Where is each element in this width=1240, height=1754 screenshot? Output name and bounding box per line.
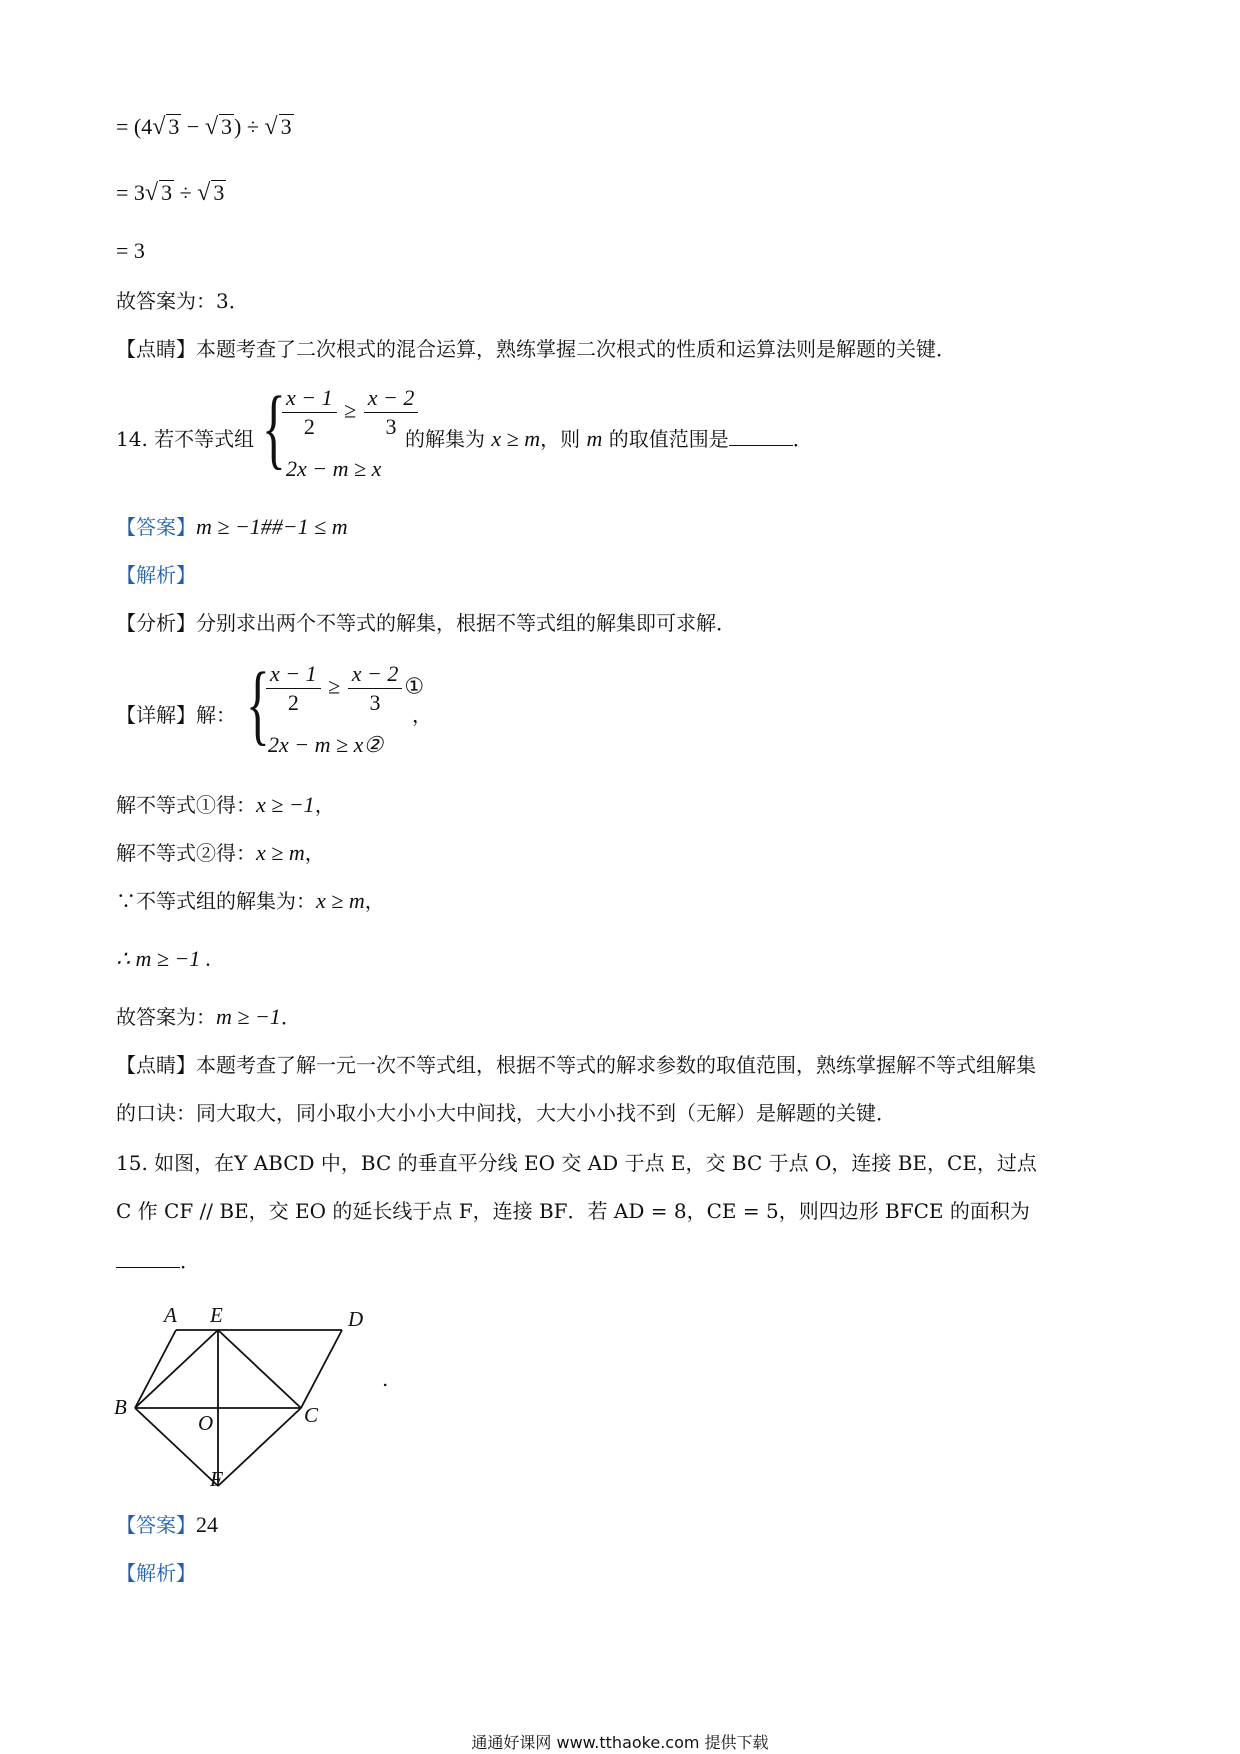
label-d: D <box>348 1307 364 1331</box>
q13-comment: 【点睛】本题考查了二次根式的混合运算，熟练掌握二次根式的性质和运算法则是解题的关键． <box>116 337 956 361</box>
comment-tag: 【点睛】 <box>116 337 196 361</box>
calc-line-1: = (4√ 3 − √ 3) ÷ √ 3 <box>116 114 292 140</box>
answer-blank <box>729 425 793 446</box>
q14-detail-system: { $\frac{x - 1}{2}$ ≥ $\frac{x - 2}{3}$ ① 2x − m ≥ x② <box>246 655 425 757</box>
label-c: C <box>304 1403 319 1427</box>
q14-analysis-tag: 【解析】 <box>116 563 196 587</box>
figure-dot: . <box>382 1367 389 1391</box>
q14-stem-suffix: 的解集为 x ≥ m，则 m 的取值范围是 ． <box>405 426 813 451</box>
q14-step-2: 解不等式②得：x ≥ m， <box>116 840 325 865</box>
label-a: A <box>164 1303 177 1327</box>
label-e: E <box>210 1303 223 1327</box>
q14-step-1: 解不等式①得：x ≥ −1， <box>116 792 335 817</box>
brace-icon: { <box>246 655 270 754</box>
q15-line-3: ． <box>116 1246 200 1276</box>
q14-step-3: ∵不等式组的解集为：x ≥ m， <box>116 888 385 913</box>
q15-line-1: 15. 如图，在Y ABCD 中，BC 的垂直平分线 EO 交 AD 于点 E，交 BC 于点 O，连接 BE，CE，过点 <box>116 1151 1037 1175</box>
label-o: O <box>198 1411 214 1435</box>
q14-detail-end: ， <box>412 703 432 727</box>
q15-line-2: C 作 CF // BE，交 EO 的延长线于点 F，连接 BF．若 AD = 8，CE = 5，则四边形 BFCE 的面积为 <box>116 1199 1030 1223</box>
answer-blank <box>116 1247 180 1268</box>
calc-line-3: = 3 <box>116 238 145 263</box>
brace-icon: { <box>262 379 286 478</box>
q14-stem-prefix: 14. 若不等式组 <box>116 427 255 451</box>
q14-fenxi: 【分析】分别求出两个不等式的解集，根据不等式组的解集即可求解． <box>116 611 736 635</box>
q14-system: { $\frac{x - 1}{2}$ ≥ $\frac{x - 2}{3}$ 2x − m ≥ x <box>262 384 412 494</box>
q14-comment-2: 的口诀：同大取大，同小取小大小小大中间找，大大小小找不到（无解）是解题的关键． <box>116 1101 896 1125</box>
page-footer: 通通好课网 www.tthaoke.com 提供下载 <box>471 1733 769 1752</box>
calc-line-2: = 3√ 3 ÷ √ 3 <box>116 180 225 206</box>
label-b: B <box>114 1395 127 1419</box>
q15-analysis-tag: 【解析】 <box>116 1561 196 1585</box>
q14-answer: 【答案】m ≥ −1##−1 ≤ m <box>116 514 348 539</box>
q13-answer: 故答案为：3． <box>116 289 249 313</box>
q14-step-4: ∴ m ≥ −1 . <box>116 946 212 971</box>
parallelogram-figure <box>110 1290 410 1490</box>
q14-comment-1: 【点睛】本题考查了解一元一次不等式组，根据不等式的解求参数的取值范围，熟练掌握解不等式组解集 <box>116 1053 1036 1077</box>
q15-answer: 【答案】24 <box>116 1512 218 1537</box>
label-f: F <box>210 1467 223 1490</box>
q14-detail-prefix: 【详解】解： <box>116 703 236 727</box>
q14-final: 故答案为：m ≥ −1． <box>116 1004 301 1029</box>
